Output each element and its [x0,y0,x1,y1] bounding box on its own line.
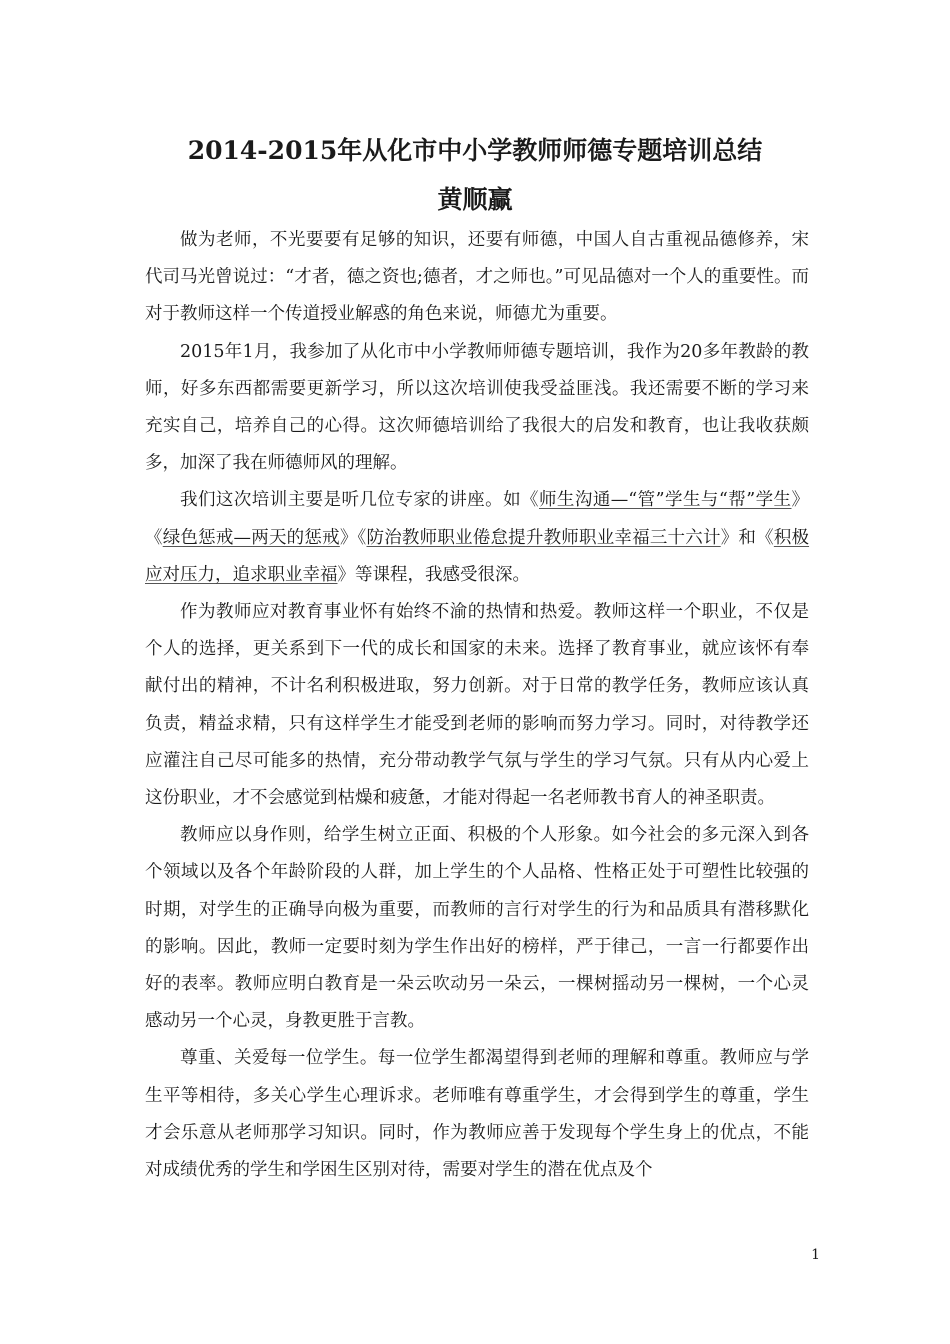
courses-outro-text: 》等课程，我感受很深。 [337,564,530,585]
course-title-pressure: 积极应对压力，追求职业幸福 [145,527,810,585]
author-name: 黄顺赢 [437,185,513,214]
course-separator: 》和《 [720,527,774,548]
paragraph-role-model: 教师应以身作则，给学生树立正面、积极的个人形象。如今社会的多元深入到各个领域以及各个年龄阶段的人群，加上学生的个人品格、性格正处于可塑性比较强的时期，对学生的正确导向极为重要，而教师的言行对学生的行为和品质具有潜移默化的影响。因此，教师一定要时刻为学生作出好的榜样，严于律己，一言一行都要作出好的表率。教师应明白教育是一朵云吹动另一朵云，一棵树摇动另一棵树，一个心灵感动另一个心灵，身教更胜于言教。 [145,825,809,1032]
document-body [145,222,809,1189]
paragraph-training: 2015年1月，我参加了从化市中小学教师师德专题培训，我作为20多年教龄的教师，好多东西都需要更新学习，所以这次培训使我受益匪浅。我还需要不断的学习来充实自己，培养自己的心得。这次师德培训给了我很大的启发和教育，也让我收获颇多，加深了我在师德师风的理解。 [145,341,809,474]
paragraph-courses [145,482,809,594]
courses-intro-text: 我们这次培训主要是听几位专家的讲座。如《 [180,490,539,511]
page-number: 1 [811,1247,820,1263]
course-title-burnout: 防治教师职业倦怠提升教师职业幸福三十六计 [366,527,721,548]
paragraph-intro: 做为老师，不光要要有足够的知识，还要有师德，中国人自古重视品德修养，宋代司马光曾说过：“才者，德之资也;德者，才之师也。”可见品德对一个人的重要性。而对于教师这样一个传道授业解惑的角色来说，师德尤为重要。 [145,230,809,325]
course-title-discipline: 绿色惩戒—两天的惩戒 [162,527,340,548]
document-title: 2014-2015年从化市中小学教师师德专题培训总结 [187,136,763,165]
paragraph-respect: 尊重、关爱每一位学生。每一位学生都渴望得到老师的理解和尊重。教师应与学生平等相待，多关心学生心理诉求。老师唯有尊重学生，才会得到学生的尊重，学生才会乐意从老师那学习知识。同时，作为教师应善于发现每个学生身上的优点，不能对成绩优秀的学生和学困生区别对待，需要对学生的潜在优点及个 [145,1048,809,1181]
paragraph-passion: 作为教师应对教育事业怀有始终不渝的热情和热爱。教师这样一个职业，不仅是个人的选择，更关系到下一代的成长和国家的未来。选择了教育事业，就应该怀有奉献付出的精神，不计名利积极进取，努力创新。对于日常的教学任务，教师应该认真负责，精益求精，只有这样学生才能受到老师的影响而努力学习。同时，对待教学还应灌注自己尽可能多的热情，充分带动教学气氛与学生的学习气氛。只有从内心爱上这份职业，才不会感觉到枯燥和疲惫，才能对得起一名老师教书育人的神圣职责。 [145,602,809,809]
course-separator: 》《 [145,490,809,548]
course-separator: 》《 [339,527,367,548]
course-title-communication: 师生沟通—“管”学生与“帮”学生 [538,490,792,511]
